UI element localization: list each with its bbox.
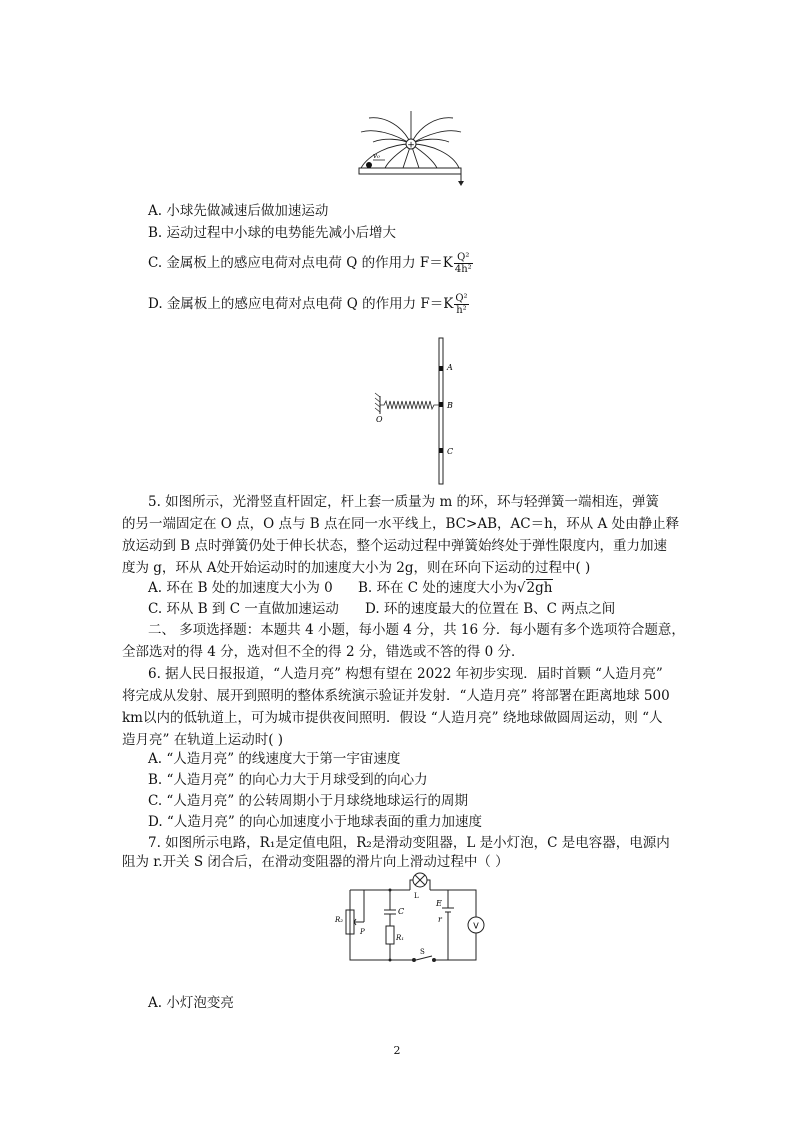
q5-option-d: D. 环的速度最大的位置在 B、C 两点之间 bbox=[365, 601, 616, 617]
q6-stem-line-1: 6. 据人民日报报道，“人造月亮” 构想有望在 2022 年初步实现．届时首颗 “人造月亮” bbox=[148, 666, 663, 682]
q6-stem-line-3: km以内的低轨道上，可为城市提供夜间照明．假设 “人造月亮” 绕地球做圆周运动，则 “人 bbox=[122, 710, 663, 726]
q6-option-a: A. “人造月亮” 的线速度大于第一宇宙速度 bbox=[148, 751, 401, 767]
q5-option-b-text: B. 环在 C 处的速度大小为 bbox=[358, 580, 517, 596]
q6-option-b: B. “人造月亮” 的向心力大于月球受到的向心力 bbox=[148, 772, 428, 788]
internal-resistance-label: r bbox=[438, 915, 442, 924]
capacitor-label: C bbox=[398, 907, 405, 916]
q5-option-c: C. 环从 B 到 C 一直做加速运动 bbox=[148, 601, 339, 617]
q5-stem-line-3: 放运动到 B 点时弹簧仍处于伸长状态，整个运动过程中弹簧始终处于弹性限度内，重力加速 bbox=[122, 538, 668, 554]
section-2-heading-line-1: 二、 多项选择题：本题共 4 小题，每小题 4 分，共 16 分．每小题有多个选项符合题意， bbox=[148, 622, 685, 638]
emf-label: E bbox=[436, 899, 442, 908]
r1-label: R₁ bbox=[396, 934, 405, 942]
velocity-label: v₀ bbox=[373, 152, 380, 160]
q4-option-c-text: C. 金属板上的感应电荷对点电荷 Q 的作用力 F＝K bbox=[148, 255, 453, 271]
q4-option-d-text: D. 金属板上的感应电荷对点电荷 Q 的作用力 F＝K bbox=[148, 296, 454, 312]
page-number: 2 bbox=[393, 1044, 401, 1057]
electric-field-figure bbox=[355, 108, 467, 188]
q4-option-c bbox=[148, 252, 473, 275]
voltmeter-label: V bbox=[473, 921, 479, 931]
q5-stem-line-1: 5. 如图所示，光滑竖直杆固定，杆上套一质量为 m 的环，环与轻弹簧一端相连，弹簧 bbox=[148, 494, 660, 510]
q7-stem-line-1: 7. 如图所示电路，R₁是定值电阻，R₂是滑动变阻器，L 是小灯泡，C 是电容器，电源内 bbox=[148, 835, 670, 851]
q7-stem-line-2: 阻为 r.开关 S 闭合后，在滑动变阻器的滑片向上滑动过程中（ ） bbox=[122, 854, 509, 870]
q5-option-b-sqrt: √2gh bbox=[516, 580, 553, 596]
q6-option-c: C. “人造月亮” 的公转周期小于月球绕地球运行的周期 bbox=[148, 793, 469, 809]
section-2-heading-line-2: 全部选对的得 4 分，选对但不全的得 2 分，错选或不答的得 0 分． bbox=[122, 644, 525, 660]
q4-option-c-fraction: $\frac{\text{Q²}}{\text{4h²}}$ bbox=[454, 252, 472, 275]
q4-option-d bbox=[148, 293, 469, 316]
q5-option-a: A. 环在 B 处的加速度大小为 0 bbox=[148, 580, 333, 596]
point-c-label: C bbox=[447, 447, 454, 456]
q5-option-b bbox=[358, 578, 553, 598]
q6-option-d: D. “人造月亮” 的向心加速度小于地球表面的重力加速度 bbox=[148, 814, 483, 830]
q7-option-a: A. 小灯泡变亮 bbox=[148, 995, 234, 1011]
slider-p-label: P bbox=[360, 928, 365, 936]
q4-option-d-fraction: $\frac{\text{Q²}}{\text{h²}}$ bbox=[455, 293, 468, 316]
point-o-label: O bbox=[376, 415, 383, 424]
q6-stem-line-2: 将完成从发射、展开到照明的整体系统演示验证并发射．“人造月亮” 将部署在距离地球 500 bbox=[122, 688, 670, 704]
q4-option-a: A. 小球先做减速后做加速运动 bbox=[148, 203, 329, 219]
q6-stem-line-4: 造月亮” 在轨道上运动时( ) bbox=[122, 732, 284, 748]
circuit-figure bbox=[334, 870, 492, 968]
q5-stem-line-2: 的另一端固定在 O 点，O 点与 B 点在同一水平线上，BC>AB，AC＝h，环从 A 处由静止释 bbox=[122, 516, 680, 532]
switch-label: S bbox=[420, 948, 425, 956]
point-a-label: A bbox=[447, 363, 453, 372]
q4-option-b: B. 运动过程中小球的电势能先减小后增大 bbox=[148, 225, 397, 241]
lamp-label: L bbox=[414, 892, 419, 900]
point-b-label: B bbox=[447, 401, 453, 410]
q5-stem-line-4: 度为 g，环从 A处开始运动时的加速度大小为 2g，则在环向下运动的过程中( ) bbox=[122, 560, 591, 576]
charge-label: + bbox=[407, 140, 415, 151]
rod-spring-figure bbox=[370, 336, 470, 488]
r2-label: R₂ bbox=[335, 916, 344, 924]
